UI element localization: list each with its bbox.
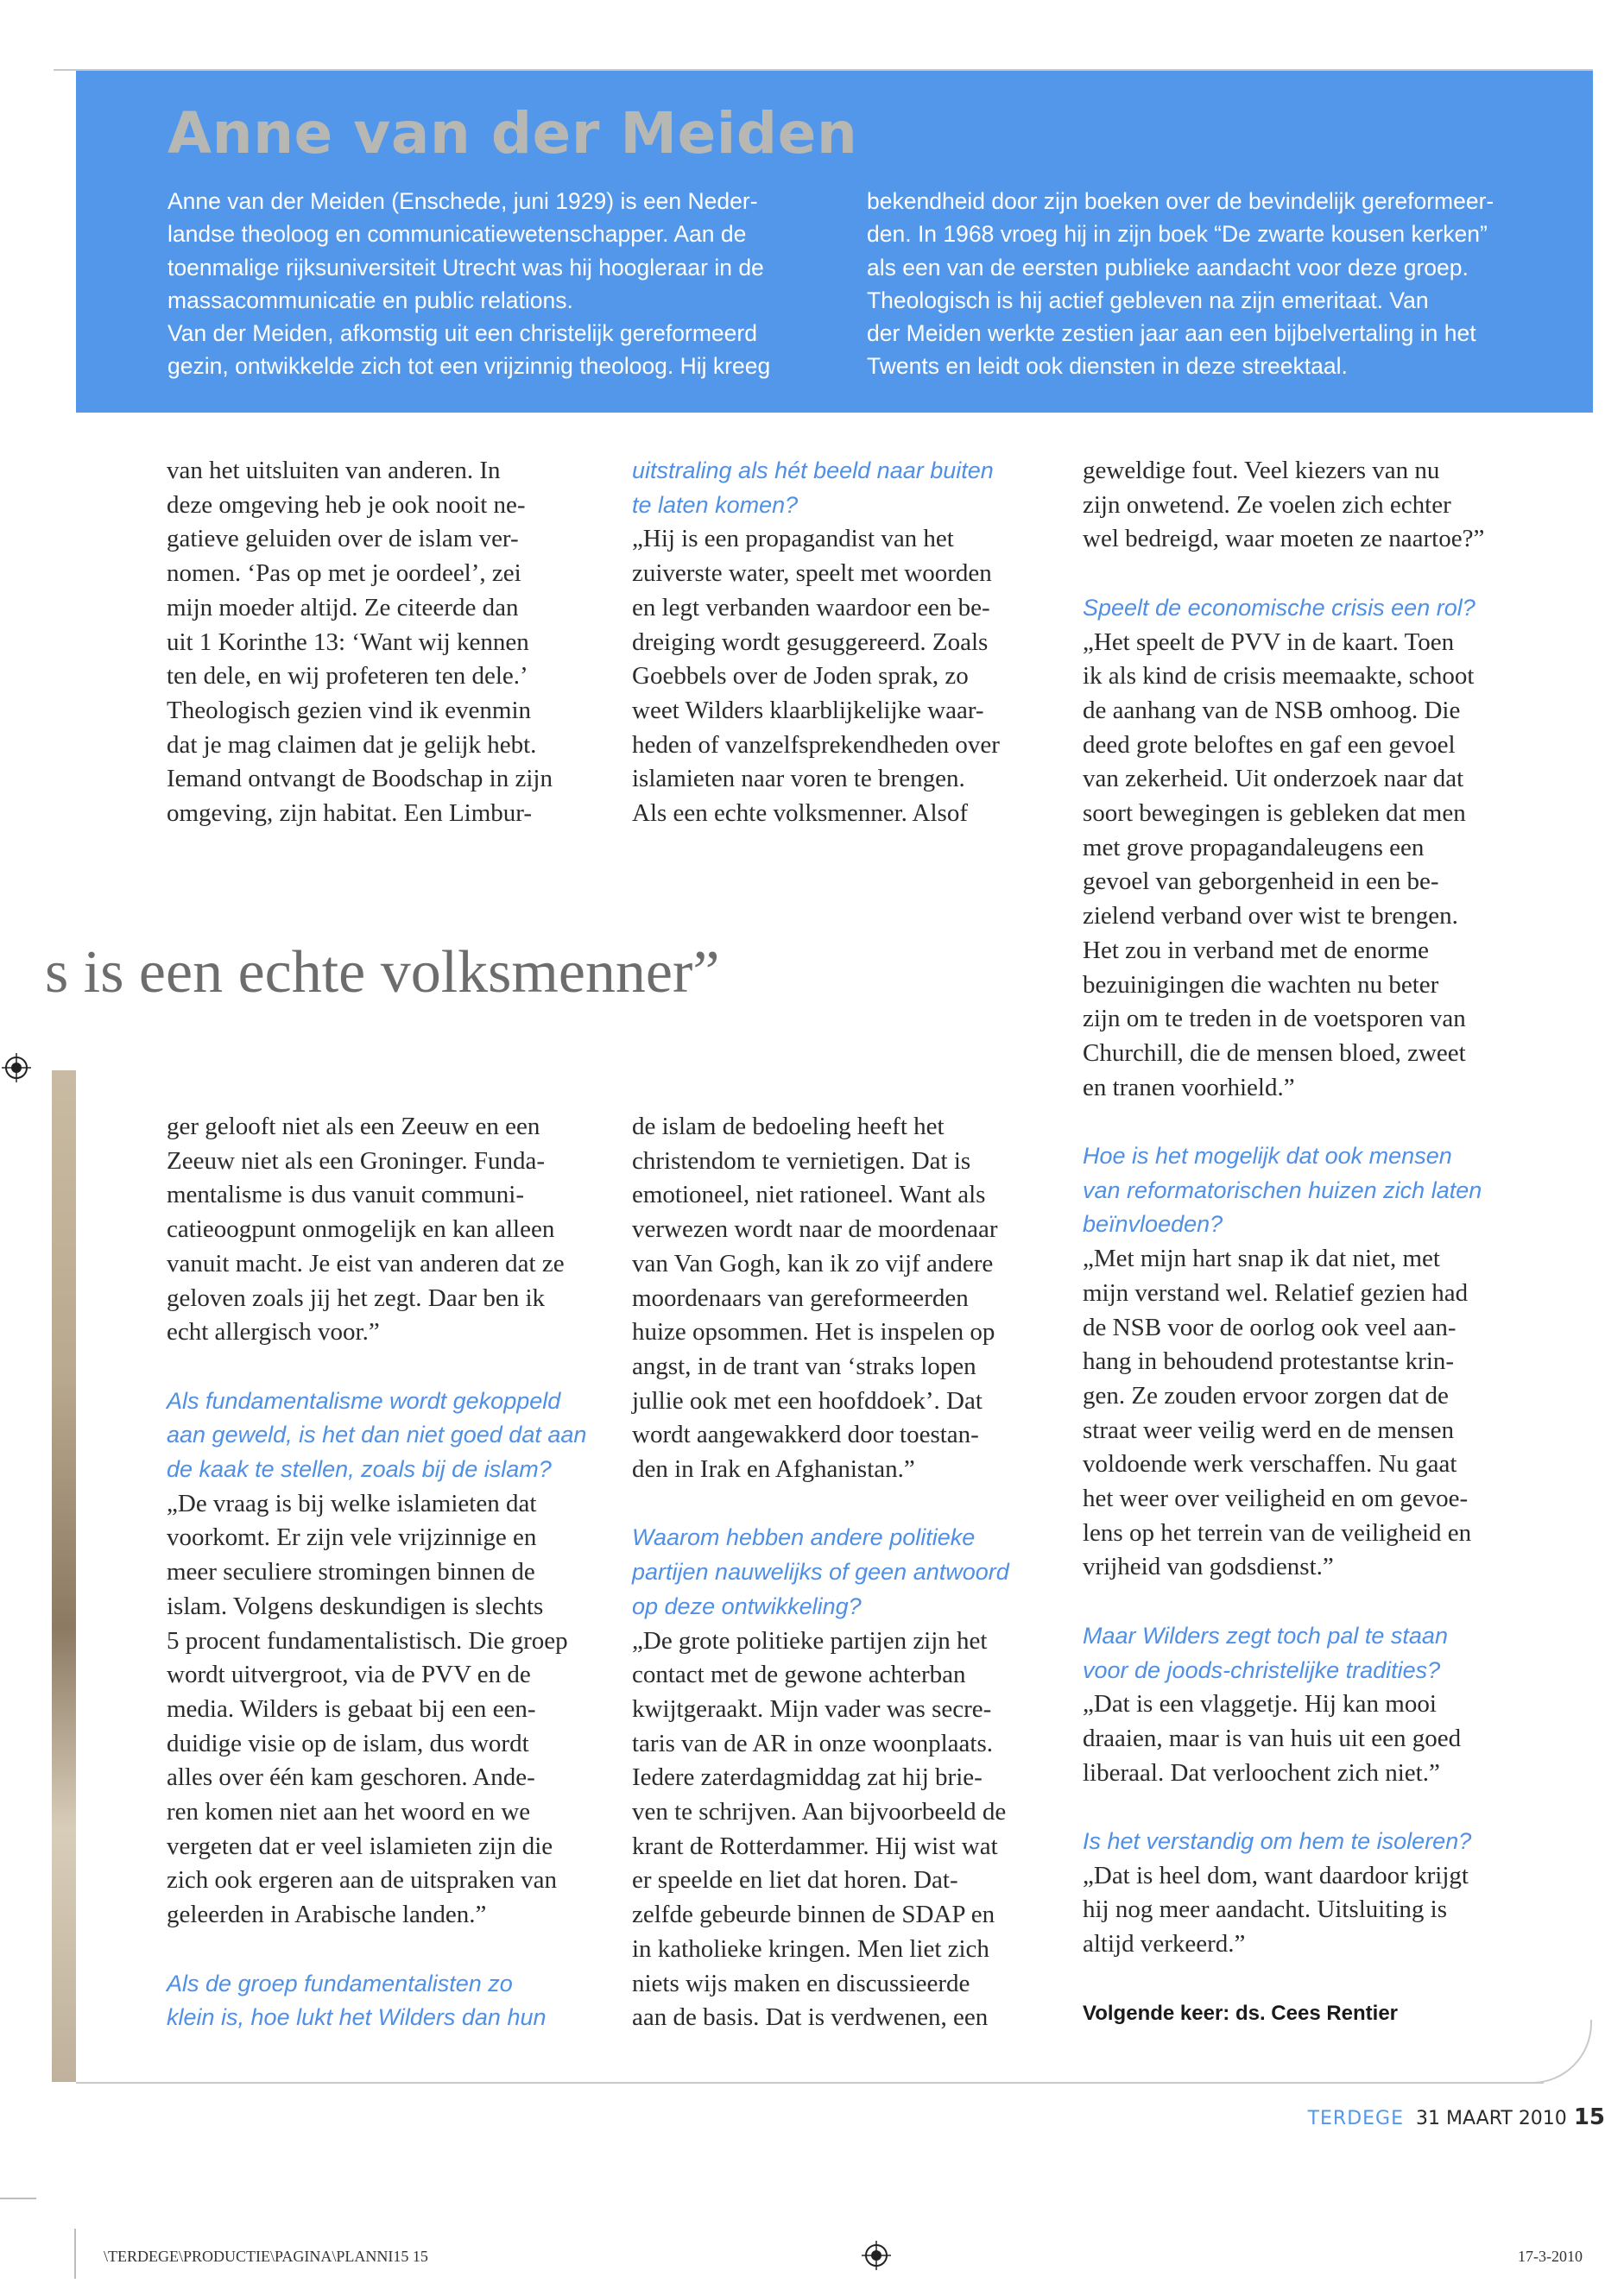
page-footer <box>1308 2104 1605 2130</box>
text-line: mijn verstand wel. Relatief gezien had <box>1083 1278 1469 1307</box>
text-line: „Het speelt de PVV in de kaart. Toen <box>1083 628 1455 656</box>
text-line: in katholieke kringen. Men liet zich <box>632 1934 989 1963</box>
paragraph-gap <box>1083 557 1484 591</box>
text-line: „De grote politieke partijen zijn het <box>632 1626 988 1655</box>
bio-line: Anne van der Meiden (Enschede, juni 1929) is een Neder- <box>167 188 758 214</box>
interview-question: beïnvloeden? <box>1083 1211 1223 1238</box>
text-line: de aanhang van de NSB omhoog. Die <box>1083 696 1461 724</box>
text-line: „Dat is een vlaggetje. Hij kan mooi <box>1083 1690 1437 1719</box>
issue-date: 31 MAART 2010 <box>1416 2108 1567 2129</box>
text-line: Theologisch gezien vind ik evenmin <box>167 696 532 724</box>
crop-mark <box>74 2229 76 2279</box>
text-line: niets wijs maken en discussieerde <box>632 1969 970 1997</box>
text-line: wordt aangewakkerd door toestan- <box>632 1421 979 1449</box>
text-line: emotioneel, niet rationeel. Want als <box>632 1181 986 1209</box>
text-line: contact met de gewone achterban <box>632 1661 966 1689</box>
text-line: weet Wilders klaarblijkelijke waar- <box>632 696 984 724</box>
crop-mark <box>0 2198 36 2199</box>
text-line: ik als kind de crisis meemaakte, schoot <box>1083 662 1475 691</box>
text-line: „Met mijn hart snap ik dat niet, met <box>1083 1245 1440 1273</box>
bio-text-left <box>167 185 770 383</box>
text-line: Iemand ontvangt de Boodschap in zijn <box>167 765 553 793</box>
text-line: mentalisme is dus vanuit communi- <box>167 1181 525 1209</box>
text-line: en tranen voorhield.” <box>1083 1073 1295 1101</box>
text-line: van het uitsluiten van anderen. In <box>167 457 501 484</box>
interview-question: Waarom hebben andere politieke <box>632 1524 976 1551</box>
text-line: ger gelooft niet als een Zeeuw en een <box>167 1113 540 1140</box>
page-frame-corner <box>1521 2020 1592 2084</box>
bio-line: Theologisch is hij actief gebleven na zijn emeritaat. Van <box>867 287 1429 313</box>
text-line: dreiging wordt gesuggereerd. Zoals <box>632 628 989 656</box>
text-line: islamieten naar voren te brengen. <box>632 765 965 793</box>
text-line: jullie ook met een hoofddoek’. Dat <box>632 1386 983 1415</box>
bio-line: den. In 1968 vroeg hij in zijn boek “De zwarte kousen kerken” <box>867 221 1488 248</box>
text-line: deed grote beloftes en gaf een gevoel <box>1083 730 1456 759</box>
magazine-name: TERDEGE <box>1307 2108 1405 2129</box>
interview-question: uitstraling als hét beeld naar buiten <box>632 457 994 483</box>
photo-edge <box>52 1070 76 2082</box>
bio-line: toenmalige rijksuniversiteit Utrecht was hij hoogleraar in de <box>167 254 764 281</box>
text-line: echt allergisch voor.” <box>167 1318 380 1347</box>
text-line: media. Wilders is gebaat bij een een- <box>167 1694 536 1723</box>
text-line: Zeeuw niet als een Groninger. Funda- <box>167 1146 546 1175</box>
text-line: islam. Volgens deskundigen is slechts <box>167 1592 544 1620</box>
bio-box <box>76 71 1593 413</box>
pull-quote: s is een echte volksmenner” <box>45 939 720 1006</box>
text-line: geloven zoals jij het zegt. Daar ben ik <box>167 1284 546 1312</box>
text-line: geleerden in Arabische landen.” <box>167 1901 487 1929</box>
text-line: soort bewegingen is gebleken dat men <box>1083 799 1466 828</box>
text-line: krant de Rotterdammer. Hij wist wat <box>632 1832 998 1860</box>
bio-line: bekendheid door zijn boeken over de bevindelijk gereformeer- <box>867 188 1494 214</box>
text-line: voldoende werk verschaffen. Nu gaat <box>1083 1450 1457 1479</box>
page-frame-bottom-rule <box>76 2082 1544 2084</box>
text-line: den in Irak en Afghanistan.” <box>632 1455 915 1484</box>
text-line: zich ook ergeren aan de uitspraken van <box>167 1866 557 1895</box>
text-line: dat je mag claimen dat je gelijk hebt. <box>167 730 537 759</box>
text-line: uit 1 Korinthe 13: ‘Want wij kennen <box>167 628 529 656</box>
column-3 <box>1083 454 1484 2030</box>
text-line: straat weer veilig werd en de mensen <box>1083 1416 1454 1444</box>
column-1-bottom <box>167 1110 586 2035</box>
text-line: gatieve geluiden over de islam ver- <box>167 525 519 553</box>
text-line: van zekerheid. Uit onderzoek naar dat <box>1083 765 1464 793</box>
interview-question: Als de groep fundamentalisten zo <box>167 1970 513 1996</box>
text-line: omgeving, zijn habitat. Een Limbur- <box>167 799 533 828</box>
text-line: hij nog meer aandacht. Uitsluiting is <box>1083 1895 1448 1924</box>
text-line: „Hij is een propagandist van het <box>632 525 954 553</box>
text-line: aan de basis. Dat is verdwenen, een <box>632 2003 989 2032</box>
interview-question: te laten komen? <box>632 491 799 518</box>
text-line: wordt uitvergroot, via de PVV en de <box>167 1661 531 1689</box>
text-line: vrijheid van godsdienst.” <box>1083 1553 1334 1581</box>
interview-question: Is het verstandig om hem te isoleren? <box>1083 1828 1472 1855</box>
interview-question: Hoe is het mogelijk dat ook mensen <box>1083 1143 1452 1170</box>
text-line: christendom te vernietigen. Dat is <box>632 1146 971 1175</box>
text-line: er speelde en liet dat horen. Dat- <box>632 1866 958 1895</box>
interview-question: de kaak te stellen, zoals bij de islam? <box>167 1456 552 1483</box>
text-line: zijn onwetend. Ze voelen zich echter <box>1083 490 1451 519</box>
text-line: verwezen wordt naar de moordenaar <box>632 1215 998 1244</box>
paragraph-gap <box>167 1350 586 1385</box>
text-line: taris van de AR in onze woonplaats. <box>632 1729 993 1757</box>
column-2-top <box>632 454 1000 831</box>
text-line: „De vraag is bij welke islamieten dat <box>167 1489 537 1517</box>
interview-question: Als fundamentalisme wordt gekoppeld <box>167 1387 561 1414</box>
interview-question: voor de joods-christelijke tradities? <box>1083 1656 1441 1683</box>
next-issue-note: Volgende keer: ds. Cees Rentier <box>1083 2001 1399 2025</box>
interview-question: Speelt de economische crisis een rol? <box>1083 594 1475 621</box>
print-slug-path: \TERDEGE\PRODUCTIE\PAGINA\PLANNI15 15 <box>104 2248 428 2265</box>
text-line: ren komen niet aan het woord en we <box>167 1798 531 1826</box>
text-line: „Dat is heel dom, want daardoor krijgt <box>1083 1861 1469 1889</box>
bio-line: als een van de eersten publieke aandacht voor deze groep. <box>867 254 1469 281</box>
text-line: catieoogpunt onmogelijk en kan alleen <box>167 1215 555 1244</box>
text-line: zelfde gebeurde binnen de SDAP en <box>632 1901 995 1929</box>
text-line: heden of vanzelfsprekendheden over <box>632 730 1000 759</box>
bio-text-right <box>867 185 1494 383</box>
paragraph-gap <box>1083 1962 1484 1996</box>
text-line: vergeten dat er veel islamieten zijn die <box>167 1832 553 1860</box>
text-line: de NSB voor de oorlog ook veel aan- <box>1083 1313 1457 1341</box>
bio-title: Anne van der Meiden <box>167 100 858 167</box>
interview-question: Maar Wilders zegt toch pal te staan <box>1083 1622 1448 1649</box>
text-line: Iedere zaterdagmiddag zat hij brie- <box>632 1763 983 1792</box>
column-1-top <box>167 454 553 831</box>
bio-line: der Meiden werkte zestien jaar aan een bijbelvertaling in het <box>867 320 1476 347</box>
text-line: 5 procent fundamentalistisch. Die groep <box>167 1626 568 1655</box>
registration-mark-icon <box>862 2241 891 2270</box>
text-line: van Van Gogh, kan ik zo vijf andere <box>632 1249 994 1277</box>
text-line: ven te schrijven. Aan bijvoorbeeld de <box>632 1798 1007 1826</box>
text-line: gen. Ze zouden ervoor zorgen dat de <box>1083 1381 1449 1410</box>
bio-line: gezin, ontwikkelde zich tot een vrijzinnig theoloog. Hij kreeg <box>167 353 771 380</box>
text-line: en legt verbanden waardoor een be- <box>632 593 990 621</box>
text-line: ten dele, en wij profeteren ten dele.’ <box>167 662 528 691</box>
bio-line: landse theoloog en communicatiewetenschapper. Aan de <box>167 221 747 248</box>
text-line: mijn moeder altijd. Ze citeerde dan <box>167 593 519 621</box>
bio-line: massacommunicatie en public relations. <box>167 287 573 313</box>
text-line: deze omgeving heb je ook nooit ne- <box>167 490 526 519</box>
text-line: meer seculiere stromingen binnen de <box>167 1558 535 1586</box>
text-line: zielend verband over wist te brengen. <box>1083 902 1458 930</box>
bio-line: Twents en leidt ook diensten in deze streektaal. <box>867 353 1348 380</box>
page-number: 15 <box>1573 2104 1605 2130</box>
registration-mark-icon <box>2 1053 31 1082</box>
text-line: gevoel van geborgenheid in een be- <box>1083 867 1439 896</box>
text-line: duidige visie op de islam, dus wordt <box>167 1729 529 1757</box>
text-line: kwijtgeraakt. Mijn vader was secre- <box>632 1694 992 1723</box>
paragraph-gap <box>632 1487 1009 1522</box>
text-line: de islam de bedoeling heeft het <box>632 1113 945 1140</box>
text-line: altijd verkeerd.” <box>1083 1930 1246 1959</box>
bio-line: Van der Meiden, afkomstig uit een christelijk gereformeerd <box>167 320 757 347</box>
paragraph-gap <box>1083 1105 1484 1139</box>
interview-question: klein is, hoe lukt het Wilders dan hun <box>167 2004 547 2031</box>
interview-question: aan geweld, is het dan niet goed dat aan <box>167 1422 587 1448</box>
text-line: het weer over veiligheid en om gevoe- <box>1083 1485 1469 1513</box>
text-line: nomen. ‘Pas op met je oordeel’, zei <box>167 559 521 588</box>
text-line: wel bedreigd, waar moeten ze naartoe?” <box>1083 525 1485 553</box>
paragraph-gap <box>1083 1585 1484 1619</box>
text-line: hang in behoudend protestantse krin- <box>1083 1347 1455 1376</box>
text-line: Churchill, die de mensen bloed, zweet <box>1083 1038 1466 1067</box>
text-line: huize opsommen. Het is inspelen op <box>632 1318 995 1347</box>
print-slug-date: 17-3-2010 <box>1518 2248 1583 2265</box>
text-line: geweldige fout. Veel kiezers van nu <box>1083 457 1440 484</box>
text-line: liberaal. Dat verloochent zich niet.” <box>1083 1758 1440 1787</box>
text-line: zijn om te treden in de voetsporen van <box>1083 1005 1466 1033</box>
text-line: voorkomt. Er zijn vele vrijzinnige en <box>167 1523 537 1552</box>
text-line: alles over één kam geschoren. Ande- <box>167 1763 535 1792</box>
text-line: Als een echte volksmenner. Alsof <box>632 799 968 828</box>
paragraph-gap <box>167 1933 586 1967</box>
text-line: Het zou in verband met de enorme <box>1083 936 1430 964</box>
text-line: draaien, maar is van huis uit een goed <box>1083 1724 1462 1752</box>
text-line: vanuit macht. Je eist van anderen dat ze <box>167 1249 565 1277</box>
text-line: angst, in de trant van ‘straks lopen <box>632 1352 976 1380</box>
interview-question: op deze ontwikkeling? <box>632 1593 862 1619</box>
paragraph-gap <box>1083 1790 1484 1825</box>
text-line: Goebbels over de Joden sprak, zo <box>632 662 969 691</box>
column-2-bottom <box>632 1110 1009 2035</box>
text-line: lens op het terrein van de veiligheid en <box>1083 1518 1472 1547</box>
text-line: bezuinigingen die wachten nu beter <box>1083 970 1439 999</box>
interview-question: partijen nauwelijks of geen antwoord <box>632 1559 1009 1586</box>
interview-question: van reformatorischen huizen zich laten <box>1083 1176 1482 1203</box>
text-line: met grove propagandaleugens een <box>1083 833 1425 861</box>
text-line: zuiverste water, speelt met woorden <box>632 559 992 588</box>
text-line: moordenaars van gereformeerden <box>632 1284 969 1312</box>
